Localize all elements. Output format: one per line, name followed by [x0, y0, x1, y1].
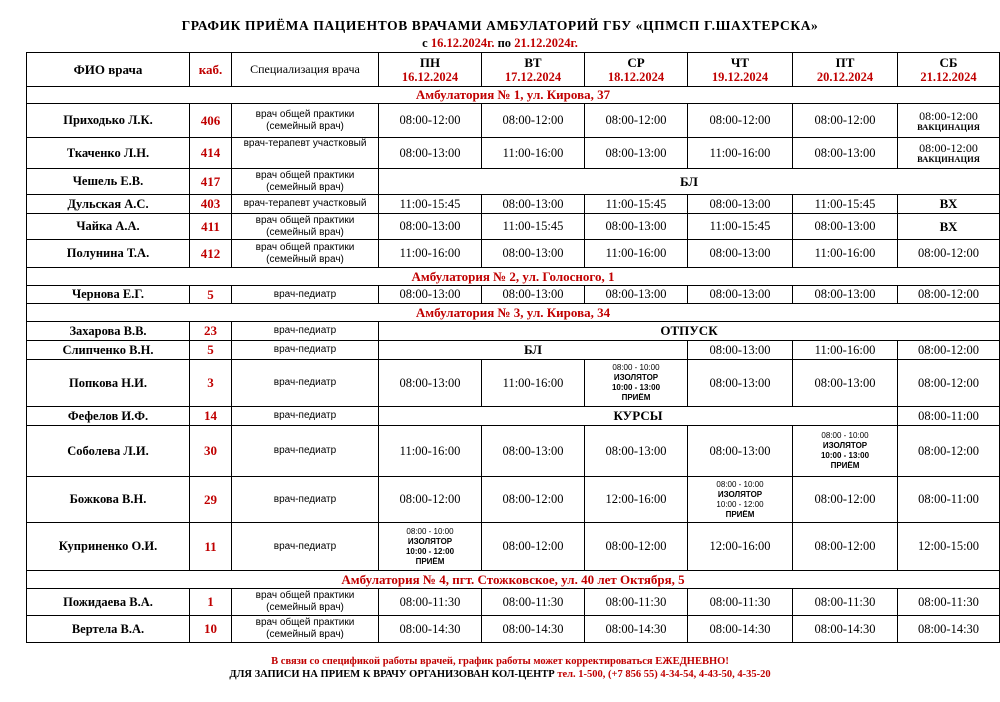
hours-cell: 11:00-16:00 — [379, 240, 482, 268]
section-title: Амбулатория № 2, ул. Голосного, 1 — [27, 268, 1000, 286]
hours-cell: 11:00-15:45 — [585, 195, 688, 214]
doctor-name: Чешель Е.В. — [27, 169, 190, 195]
sick-leave-cell: БЛ — [379, 341, 688, 360]
hours-cell: 08:00-11:00 — [898, 407, 1000, 426]
day-off-cell: ВХ — [898, 214, 1000, 240]
room-number: 10 — [190, 616, 232, 643]
section-title: Амбулатория № 3, ул. Кирова, 34 — [27, 304, 1000, 322]
specialization: врач общей практики (семейный врач) — [232, 240, 379, 268]
specialization: врач-педиатр — [232, 426, 379, 477]
room-number: 11 — [190, 523, 232, 571]
hours-cell: 11:00-16:00 — [585, 240, 688, 268]
schedule-note: В связи со спецификой работы врачей, график работы может корректироваться ЕЖЕДНЕВНО! — [271, 656, 729, 667]
hours-cell: 08:00-12:00 — [688, 104, 793, 138]
table-row — [27, 322, 1000, 341]
hours-cell: 11:00-16:00 — [688, 138, 793, 169]
header-day-fri: ПТ 20.12.2024 — [793, 53, 898, 87]
hours-cell: 11:00-15:45 — [793, 195, 898, 214]
hours-cell: 08:00-13:00 — [793, 360, 898, 407]
section-title: Амбулатория № 1, ул. Кирова, 37 — [27, 87, 1000, 104]
vacation-cell: ОТПУСК — [379, 322, 1000, 341]
isolator-cell: 08:00 - 10:00 ИЗОЛЯТОР 10:00 - 12:00 ПРИЁМ — [379, 523, 482, 571]
schedule-table — [26, 52, 1000, 643]
from-label: с — [422, 36, 428, 50]
hours-cell: 08:00-13:00 — [688, 426, 793, 477]
hours-cell: 08:00-12:00 — [585, 104, 688, 138]
room-number: 30 — [190, 426, 232, 477]
from-date: 16.12.2024г. — [430, 36, 495, 50]
doctor-name: Божкова В.Н. — [27, 477, 190, 523]
hours-cell: 11:00-16:00 — [482, 360, 585, 407]
specialization: врач общей практики (семейный врач) — [232, 214, 379, 240]
hours-cell: 08:00-12:00 — [379, 477, 482, 523]
page-title: ГРАФИК ПРИЁМА ПАЦИЕНТОВ ВРАЧАМИ АМБУЛАТОРИЙ ГБУ «ЦПМСП Г.ШАХТЕРСКА» — [181, 18, 819, 33]
hours-cell: 08:00-14:30 — [379, 616, 482, 643]
header-name: ФИО врача — [27, 53, 190, 87]
section-row — [27, 304, 1000, 322]
specialization: врач-терапевт участковый — [232, 195, 379, 214]
hours-cell: 08:00-12:00 ВАКЦИНАЦИЯ — [898, 104, 1000, 138]
hours-cell: 08:00-12:00 — [585, 523, 688, 571]
table-row — [27, 589, 1000, 616]
room-number: 417 — [190, 169, 232, 195]
callcenter-phones: тел. 1-500, (+7 856 55) 4-34-54, 4-43-50, 4-35-20 — [557, 669, 771, 680]
specialization: врач-педиатр — [232, 407, 379, 426]
specialization: врач-педиатр — [232, 341, 379, 360]
table-row — [27, 240, 1000, 268]
table-row — [27, 104, 1000, 138]
hours-cell: 08:00-13:00 — [688, 240, 793, 268]
room-number: 403 — [190, 195, 232, 214]
table-row — [27, 214, 1000, 240]
hours-cell: 08:00-11:30 — [379, 589, 482, 616]
table-row — [27, 360, 1000, 407]
room-number: 411 — [190, 214, 232, 240]
hours-cell: 08:00-13:00 — [688, 195, 793, 214]
room-number: 23 — [190, 322, 232, 341]
hours-cell: 08:00-12:00 — [898, 360, 1000, 407]
hours-cell: 08:00-14:30 — [898, 616, 1000, 643]
date-range — [0, 36, 1000, 51]
table-row — [27, 138, 1000, 169]
table-row — [27, 195, 1000, 214]
hours-cell: 08:00-11:30 — [585, 589, 688, 616]
hours-cell: 12:00-16:00 — [585, 477, 688, 523]
to-label: по — [497, 36, 512, 50]
hours-cell: 08:00-13:00 — [793, 214, 898, 240]
hours-cell: 08:00-12:00 — [898, 286, 1000, 304]
room-number: 14 — [190, 407, 232, 426]
table-row — [27, 523, 1000, 571]
hours-cell: 08:00-13:00 — [379, 138, 482, 169]
table-row — [27, 169, 1000, 195]
doctor-name: Куприненко О.И. — [27, 523, 190, 571]
specialization: врач общей практики (семейный врач) — [232, 104, 379, 138]
hours-cell: 08:00-13:00 — [482, 195, 585, 214]
callcenter-label: ДЛЯ ЗАПИСИ НА ПРИЕМ К ВРАЧУ ОРГАНИЗОВАН КОЛ-ЦЕНТР — [229, 669, 555, 680]
header-day-sat: СБ 21.12.2024 — [898, 53, 1000, 87]
hours-cell: 08:00-13:00 — [379, 214, 482, 240]
specialization: врач-педиатр — [232, 477, 379, 523]
hours-cell: 11:00-16:00 — [482, 138, 585, 169]
hours-cell: 08:00-13:00 — [688, 360, 793, 407]
hours-cell: 08:00-12:00 — [482, 523, 585, 571]
specialization: врач-педиатр — [232, 360, 379, 407]
specialization: врач общей практики (семейный врач) — [232, 169, 379, 195]
header-day-mon: ПН 16.12.2024 — [379, 53, 482, 87]
table-row — [27, 286, 1000, 304]
room-number: 29 — [190, 477, 232, 523]
hours-cell: 08:00-13:00 — [793, 286, 898, 304]
hours-cell: 08:00-11:30 — [688, 589, 793, 616]
doctor-name: Слипченко В.Н. — [27, 341, 190, 360]
hours-cell: 08:00-13:00 — [482, 240, 585, 268]
specialization: врач-терапевт участковый — [232, 138, 379, 169]
specialization: врач-педиатр — [232, 322, 379, 341]
hours-cell: 08:00-13:00 — [379, 360, 482, 407]
hours-cell: 12:00-15:00 — [898, 523, 1000, 571]
hours-cell: 11:00-15:45 — [379, 195, 482, 214]
doctor-name: Приходько Л.К. — [27, 104, 190, 138]
hours-cell: 08:00-12:00 — [793, 477, 898, 523]
hours-cell: 08:00-13:00 — [793, 138, 898, 169]
hours-cell: 08:00-13:00 — [482, 286, 585, 304]
hours-cell: 08:00-12:00 — [379, 104, 482, 138]
table-row — [27, 407, 1000, 426]
to-date: 21.12.2024г. — [514, 36, 578, 50]
table-row — [27, 341, 1000, 360]
room-number: 1 — [190, 589, 232, 616]
hours-cell: 08:00-12:00 — [482, 104, 585, 138]
hours-cell: 08:00-14:30 — [585, 616, 688, 643]
room-number: 3 — [190, 360, 232, 407]
hours-cell: 08:00-12:00 — [482, 477, 585, 523]
callcenter-note — [0, 669, 1000, 680]
doctor-name: Полунина Т.А. — [27, 240, 190, 268]
header-room: каб. — [190, 53, 232, 87]
hours-cell: 08:00-11:30 — [793, 589, 898, 616]
section-row — [27, 87, 1000, 104]
hours-cell: 08:00-12:00 — [898, 426, 1000, 477]
hours-cell: 08:00-11:30 — [898, 589, 1000, 616]
hours-cell: 08:00-14:30 — [688, 616, 793, 643]
specialization: врач-педиатр — [232, 286, 379, 304]
room-number: 5 — [190, 341, 232, 360]
hours-cell: 08:00-12:00 — [898, 240, 1000, 268]
doctor-name: Фефелов И.Ф. — [27, 407, 190, 426]
hours-cell: 08:00-13:00 — [688, 341, 793, 360]
hours-cell: 11:00-16:00 — [379, 426, 482, 477]
room-number: 414 — [190, 138, 232, 169]
table-row — [27, 477, 1000, 523]
hours-cell: 12:00-16:00 — [688, 523, 793, 571]
hours-cell: 11:00-15:45 — [482, 214, 585, 240]
hours-cell: 11:00-15:45 — [688, 214, 793, 240]
hours-cell: 08:00-11:00 — [898, 477, 1000, 523]
isolator-cell: 08:00 - 10:00 ИЗОЛЯТОР 10:00 - 13:00 ПРИЁМ — [585, 360, 688, 407]
day-off-cell: ВХ — [898, 195, 1000, 214]
doctor-name: Ткаченко Л.Н. — [27, 138, 190, 169]
header-day-thu: ЧТ 19.12.2024 — [688, 53, 793, 87]
specialization: врач общей практики (семейный врач) — [232, 589, 379, 616]
hours-cell: 08:00-12:00 — [793, 104, 898, 138]
doctor-name: Попкова Н.И. — [27, 360, 190, 407]
doctor-name: Соболева Л.И. — [27, 426, 190, 477]
header-row — [27, 53, 1000, 87]
hours-cell: 08:00-13:00 — [585, 214, 688, 240]
room-number: 406 — [190, 104, 232, 138]
specialization: врач общей практики (семейный врач) — [232, 616, 379, 643]
hours-cell: 08:00-13:00 — [482, 426, 585, 477]
hours-cell: 08:00-12:00 ВАКЦИНАЦИЯ — [898, 138, 1000, 169]
table-row — [27, 616, 1000, 643]
hours-cell: 08:00-13:00 — [585, 286, 688, 304]
section-row — [27, 268, 1000, 286]
doctor-name: Чайка А.А. — [27, 214, 190, 240]
hours-cell: 11:00-16:00 — [793, 240, 898, 268]
hours-cell: 11:00-16:00 — [793, 341, 898, 360]
courses-cell: КУРСЫ — [379, 407, 898, 426]
hours-cell: 08:00-13:00 — [379, 286, 482, 304]
isolator-cell: 08:00 - 10:00 ИЗОЛЯТОР 10:00 - 13:00 ПРИЁМ — [793, 426, 898, 477]
doctor-name: Дульская А.С. — [27, 195, 190, 214]
doctor-name: Захарова В.В. — [27, 322, 190, 341]
isolator-cell: 08:00 - 10:00 ИЗОЛЯТОР 10:00 - 12:00 ПРИЁМ — [688, 477, 793, 523]
sick-leave-cell: БЛ — [379, 169, 1000, 195]
hours-cell: 08:00-11:30 — [482, 589, 585, 616]
section-title: Амбулатория № 4, пгт. Стожковское, ул. 40 лет Октября, 5 — [27, 571, 1000, 589]
hours-cell: 08:00-14:30 — [482, 616, 585, 643]
specialization: врач-педиатр — [232, 523, 379, 571]
hours-cell: 08:00-12:00 — [898, 341, 1000, 360]
header-day-tue: ВТ 17.12.2024 — [482, 53, 585, 87]
room-number: 5 — [190, 286, 232, 304]
hours-cell: 08:00-13:00 — [585, 138, 688, 169]
doctor-name: Пожидаева В.А. — [27, 589, 190, 616]
header-day-wed: СР 18.12.2024 — [585, 53, 688, 87]
doctor-name: Чернова Е.Г. — [27, 286, 190, 304]
doctor-name: Вертела В.А. — [27, 616, 190, 643]
hours-cell: 08:00-13:00 — [585, 426, 688, 477]
room-number: 412 — [190, 240, 232, 268]
hours-cell: 08:00-12:00 — [793, 523, 898, 571]
hours-cell: 08:00-14:30 — [793, 616, 898, 643]
section-row — [27, 571, 1000, 589]
table-row — [27, 426, 1000, 477]
hours-cell: 08:00-13:00 — [688, 286, 793, 304]
header-spec: Специализация врача — [232, 53, 379, 87]
